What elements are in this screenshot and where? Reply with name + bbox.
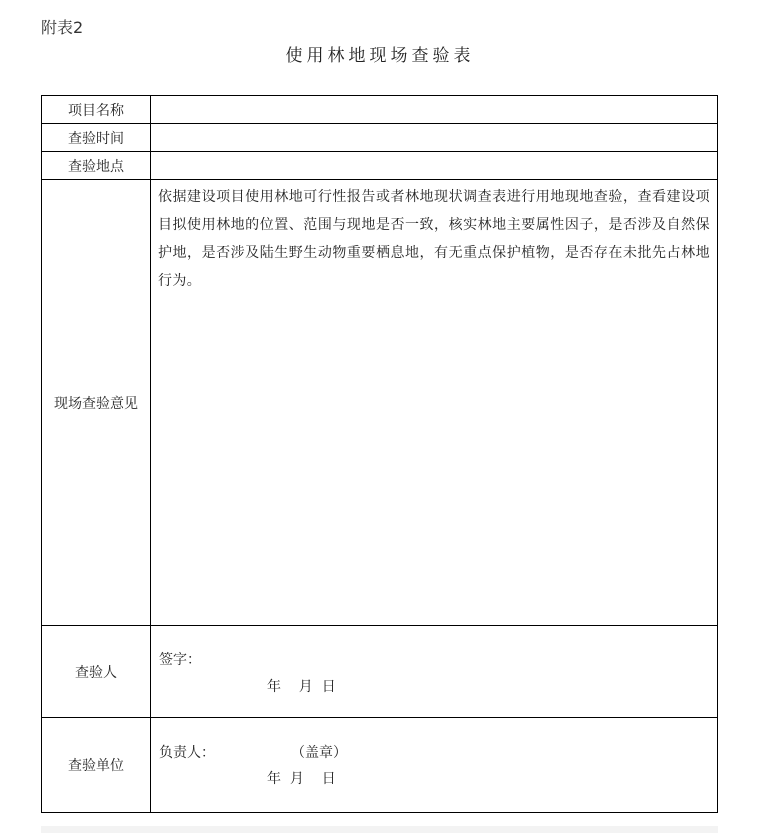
opinion-field[interactable] — [151, 180, 718, 626]
project-name-label: 项目名称 — [42, 96, 151, 124]
responsible-person-label: 负责人： — [159, 745, 215, 761]
inspection-time-label: 查验时间 — [42, 124, 151, 152]
appendix-label: 附表2 — [41, 18, 84, 37]
inspection-time-field[interactable] — [151, 124, 718, 152]
opinion-row — [42, 180, 718, 626]
inspector-label: 查验人 — [42, 626, 151, 718]
unit-row — [42, 718, 718, 813]
inspection-place-field[interactable] — [151, 152, 718, 180]
inspector-sign-block — [151, 626, 717, 717]
inspection-form-table — [41, 95, 718, 813]
unit-date: 年 月 日 — [267, 771, 336, 787]
project-name-field[interactable] — [151, 96, 718, 124]
unit-seal-field[interactable] — [151, 718, 718, 813]
inspection-place-row — [42, 152, 718, 180]
opinion-label: 现场查验意见 — [42, 180, 151, 626]
seal-label: （盖章） — [291, 745, 347, 761]
document-title: 使用林地现场查验表 — [285, 46, 475, 66]
inspection-place-label: 查验地点 — [42, 152, 151, 180]
project-name-row — [42, 96, 718, 124]
unit-label: 查验单位 — [42, 718, 151, 813]
unit-sign-block — [151, 718, 717, 812]
bottom-divider — [41, 826, 718, 833]
inspector-signature-field[interactable] — [151, 626, 718, 718]
inspector-row — [42, 626, 718, 718]
inspector-date: 年 月 日 — [267, 679, 336, 695]
inspection-time-row — [42, 124, 718, 152]
opinion-instructions: 依据建设项目使用林地可行性报告或者林地现状调查表进行用地现地查验，查看建设项目拟使用林地的位置、范围与现地是否一致，核实林地主要属性因子，是否涉及自然保护地，是否涉及陆生野生动物重要栖息地，有无重点保护植物，是否存在未批先占林地行为。 — [158, 189, 710, 289]
signature-label: 签字： — [159, 652, 201, 668]
